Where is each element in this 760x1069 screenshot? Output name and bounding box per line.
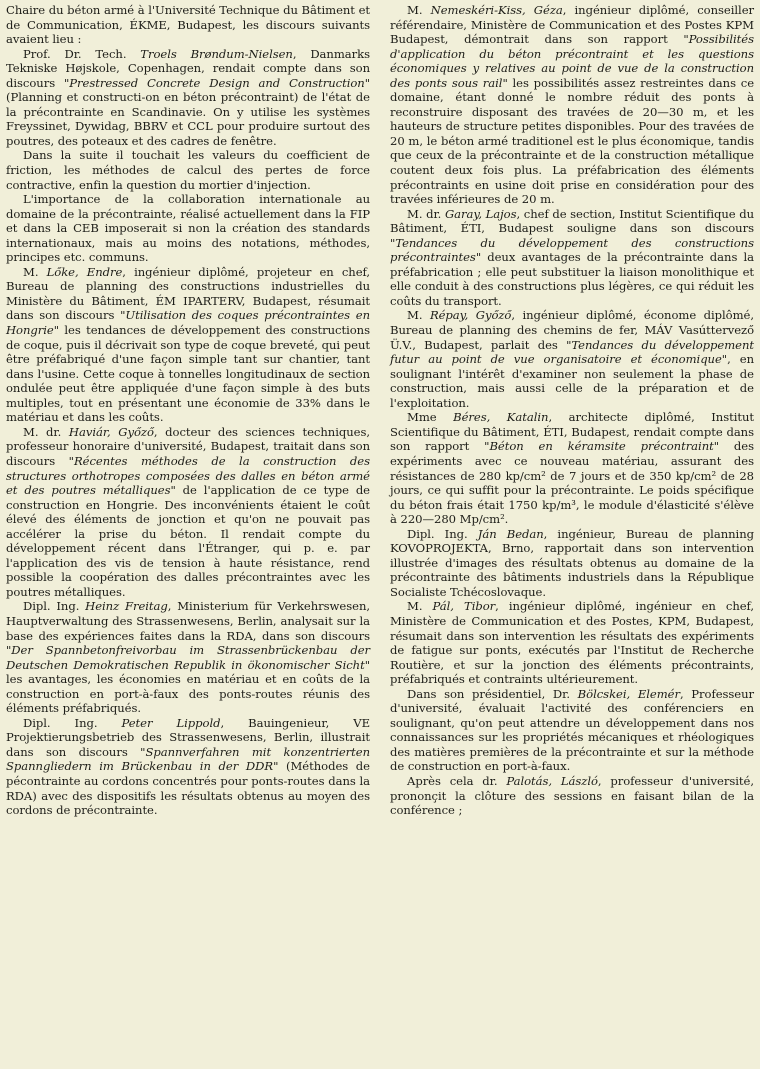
italic-text: Pál, Tibor — [432, 599, 496, 614]
left-column — [6, 3, 370, 1069]
text-run: , ingénieur, Bureau de planning KOVOPROJEKTA, Brno, rapportait dans son intervention illustrée d'images des résultats obtenus au domaine de la précontrainte des bâtiments industriels dans la République Socialiste Tchécoslovaque. — [390, 526, 754, 599]
italic-text: Nemeskéri-Kiss, Géza — [430, 3, 563, 17]
paragraph — [6, 265, 370, 425]
paragraph — [6, 425, 370, 600]
right-column — [390, 3, 754, 1069]
italic-text: Utilisation des coques précontraintes en Hongrie — [6, 308, 370, 338]
text-run: , Ministerium für Verkehrswesen, Hauptverwaltung des Strassenwesens, Berlin, analysait sur la base des expériences faites dans la RDA, dans son discours " — [6, 599, 370, 658]
text-run: Après cela dr. — [407, 773, 507, 788]
italic-text: Béton en kéramsite précontraint — [489, 439, 714, 454]
text-run: Chaire du béton armé à l'Université Technique du Bâtiment et de Communication, ÉKME, Budapest, les discours suivants avaient lieu : — [6, 3, 370, 47]
paragraph — [390, 774, 754, 818]
italic-text: Troels Brøndum-Nielsen — [140, 46, 293, 61]
text-run: Dans la suite il touchait les valeurs du coefficient de friction, les méthodes de calcul des pertes de force contractive, enfin la question du mortier d'injection. — [6, 148, 370, 192]
italic-text: Peter Lippold — [121, 715, 221, 730]
paragraph — [390, 207, 754, 309]
text-run: Mme — [407, 410, 454, 425]
text-run: M. dr. — [23, 424, 69, 439]
text-run: " (Méthodes de pécontrainte au cordons concentrés pour ponts-routes dans la RDA) avec des dispositifs les résultats obtenus au moyen des cordons de précontrainte. — [6, 759, 370, 818]
text-run: " les possibilités assez restreintes dans ce domaine, étant donné le nombre réduit des ponts à reconstruire disposant des travées de 20—30 m, et les hauteurs de structure petites disponibles. Pour des travées de 20 m, le béton armé traditionel est le plus économique, tandis que ceux de la précontrainte et de la construction métallique coutent deux fois plus. La préfabrication des éléments précontraints en usine doit prise en considération pour des travées inférieures de 20 m. — [390, 75, 754, 207]
text-run: " les tendances de développement des constructions de coque, puis il décrivait son type de coque breveté, qui peut être préfabriqué d'une façon simple tant sur chantier, tant dans l'usine. Cette coque à tonnelles longitudinaux de section ondulée peut être appliquée d'une façon simple à des buts multiples, tout en présentant une économie de 33% dans le matériau et dans les coûts. — [6, 323, 370, 425]
text-run: , chef de section, Institut Scientifique du Bâtiment, ÉTI, Budapest souligne dans son discours " — [390, 206, 754, 250]
paragraph — [390, 599, 754, 686]
text-run: " des expériments avec ce nouveau matériau, assurant des résistances de 280 kp/cm² de 7 jours et de 350 kp/cm² de 28 jours, ce qui suffit pour la précontrainte. Le poids spécifique du béton frais était 1750 kp/m³, le module d'élasticité s'élève à 220—280 Mp/cm². — [390, 439, 754, 527]
text-run: " de l'application de ce type de construction en Hongrie. Des inconvénients étaient le coût élevé des éléments de jonction et qu'on ne pouvait pas accélérer la prise du béton. Il rendait compte du développement récent dans l'Étranger, qui p. e. par l'application des vis de tension à haute résistance, rend possible la coopération des dalles précontraintes avec les poutres métalliques. — [6, 483, 370, 599]
text-run: M. — [407, 599, 433, 614]
text-run: ", en soulignant l'intérêt d'examiner non seulement la phase de construction, mais aussi celle de la préparation et de l'exploitation. — [390, 352, 754, 410]
text-run: Dipl. Ing. — [407, 526, 478, 541]
text-run: , architecte diplômé, Institut Scientifique du Bâtiment, ÉTI, Budapest, rendait compte dans son rapport " — [390, 410, 755, 454]
italic-text: Spannverfahren mit konzentrierten Spanngliedern im Brückenbau in der DDR — [6, 744, 370, 774]
italic-text: Garay, Lajos — [444, 206, 517, 221]
paragraph — [6, 47, 370, 149]
text-run: , ingénieur diplômé, projeteur en chef, Bureau de planning des constructions industrielles du Ministère du Bâtiment, ÉM IPARTERV, Budapest, résumait dans son discours " — [6, 264, 370, 323]
text-run: " deux avantages de la précontrainte dans la préfabrication ; elle peut substituer la liaison monolithique et elle conduit à des constructions plus légères, ce qui réduit les coûts du transport. — [390, 250, 754, 308]
text-run: Dipl. Ing. — [23, 715, 122, 730]
text-run: Prof. Dr. Tech. — [23, 46, 141, 61]
italic-text: Heinz Freitag — [85, 599, 168, 614]
paragraph — [6, 716, 370, 818]
text-run: L'importance de la collaboration internationale au domaine de la précontrainte, réalisé actuellement dans la FIP et dans la CEB imposerait si non la création des standards internationaux, mais au moins des notations, méthodes, principes etc. communs. — [6, 192, 370, 265]
italic-text: Ján Bedan — [477, 526, 544, 541]
italic-text: Tendances du développement futur au point de vue organisatoire et économique — [390, 337, 754, 367]
italic-text: Prestressed Concrete Design and Construction — [69, 75, 365, 90]
text-run: M. — [407, 308, 430, 323]
paragraph — [6, 599, 370, 715]
italic-text: Der Spannbetonfreivorbau im Strassenbrückenbau der Deutschen Demokratischen Republik in ökonomischer Sicht — [6, 643, 370, 672]
paragraph — [390, 410, 754, 526]
italic-text: Répay, Győző — [429, 308, 512, 323]
text-run: , Bauingenieur, VE Projektierungsbetrieb des Strassenwesens, Berlin, illustrait dans son discours " — [6, 715, 371, 759]
text-run: , docteur des sciences techniques, professeur honoraire d'université, Budapest, traitait dans son discours " — [6, 424, 370, 468]
italic-text: Palotás, László — [506, 773, 598, 788]
text-run: , ingénieur diplômé, conseiller référendaire, Ministère de Communication et des Postes KPM Budapest, démontrait dans son rapport " — [390, 3, 754, 47]
text-run: , Danmarks Tekniske Højskole, Copenhagen, rendait compte dans son discours " — [6, 46, 371, 90]
text-run: , ingénieur diplômé, économe diplômé, Bureau de planning des chemins de fer, MÁV Vasúttervező Ü.V., Budapest, parlait des " — [390, 308, 755, 352]
italic-text: Possibilités d'application du béton précontraint et les questions économiques y relatives au point de vue de la construction des ponts sous rail — [390, 32, 754, 90]
paragraph — [6, 3, 370, 47]
text-run: Dans son présidentiel, Dr. — [407, 686, 578, 701]
text-run: M. — [407, 3, 431, 17]
paragraph — [6, 192, 370, 265]
paragraph — [390, 687, 754, 774]
text-run: M. dr. — [407, 206, 445, 221]
text-run: , Professeur d'université, évaluait l'activité des conférenciers en soulignant, qu'on peut attendre un développement dans nos connaissances sur les propriétés mécaniques et rhéologiques des matières premières de la précontrainte et sur la méthode de construction en port-à-faux. — [390, 686, 755, 774]
text-run: " les avantages, les économies en matériau et en coûts de la construction en port-à-faux des ponts-routes réunis des éléments préfabriqués. — [6, 657, 370, 716]
italic-text: Haviár, Győző — [68, 424, 154, 439]
italic-text: Bölcskei, Elemér — [577, 686, 680, 701]
paragraph — [390, 3, 754, 207]
text-run: Dipl. Ing. — [23, 599, 86, 614]
paragraph — [6, 148, 370, 192]
text-run: M. — [23, 264, 47, 279]
paragraph — [390, 527, 754, 600]
italic-text: Tendances du développement des constructions précontraintes — [390, 235, 754, 265]
text-run: , professeur d'université, prononçit la clôture des sessions en faisant bilan de la conférence ; — [390, 773, 754, 818]
text-run: , ingénieur diplômé, ingénieur en chef, Ministère de Communication et des Postes, KPM, Budapest, résumait dans son intervention les résultats des expériments de fatigue sur ponts, exécutés par l'Institut de Recherche Routière, et sur la jonction des éléments précontraints, préfabriqués et contraints ultérieurement. — [390, 599, 755, 687]
text-run: " (Planning et constructi-on en béton précontraint) de l'état de la précontrainte en Scandinavie. On y utilise les systèmes Freyssinet, Dywidag, BBRV et CCL pour produire surtout des poutres, des poteaux et des cadres de fenêtre. — [6, 75, 370, 148]
italic-text: Béres, Katalin — [453, 410, 549, 425]
paragraph — [390, 308, 754, 410]
italic-text: Récentes méthodes de la construction des structures orthotropes composées des dalles en béton armé et des poutres métalliques — [6, 453, 370, 498]
italic-text: Lőke, Endre — [46, 264, 123, 279]
